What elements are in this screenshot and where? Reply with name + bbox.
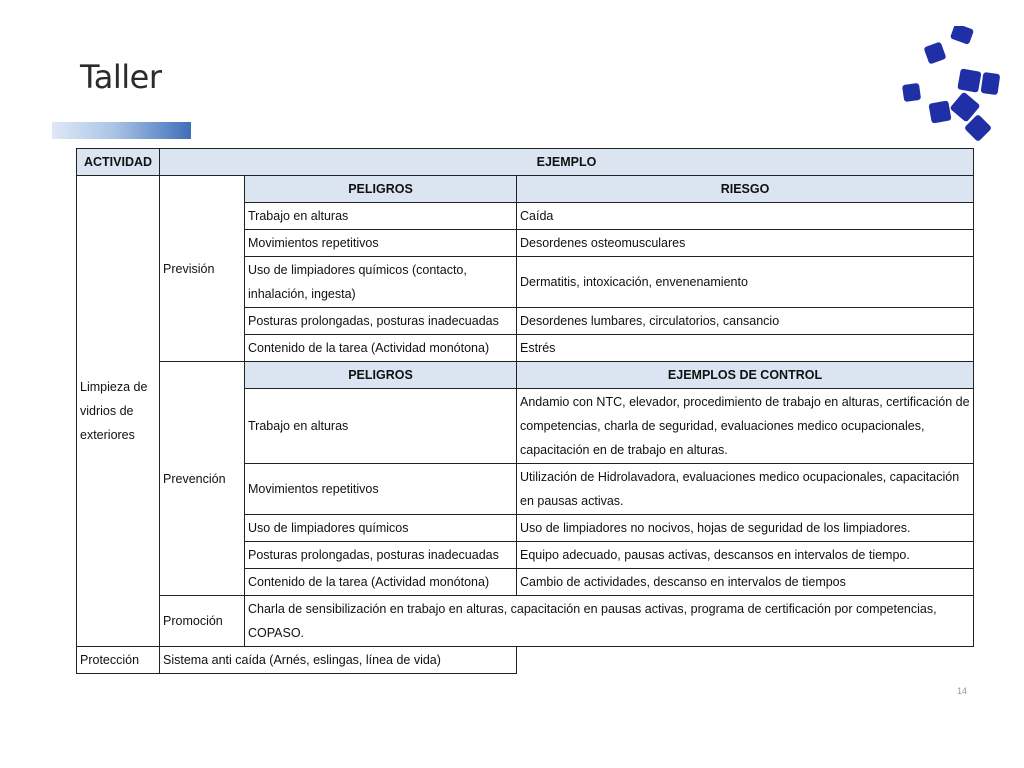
actividad-cell: Limpieza de vidrios de exteriores: [77, 176, 160, 647]
prevision-riesgo: Dermatitis, intoxicación, envenenamiento: [517, 257, 974, 308]
prevencion-peligros-header: PELIGROS: [245, 362, 517, 389]
prevencion-control: Uso de limpiadores no nocivos, hojas de seguridad de los limpiadores.: [517, 515, 974, 542]
proteccion-text: Sistema anti caída (Arnés, eslingas, línea de vida): [160, 647, 517, 674]
promocion-text: Charla de sensibilización en trabajo en alturas, capacitación en pausas activas, programa de certificación por competencias, COPASO.: [245, 596, 974, 647]
prevision-peligro: Movimientos repetitivos: [245, 230, 517, 257]
prevision-riesgo: Caída: [517, 203, 974, 230]
header-ejemplo: EJEMPLO: [160, 149, 974, 176]
category-prevision: Previsión: [160, 176, 245, 362]
prevencion-control: Utilización de Hidrolavadora, evaluaciones medico ocupacionales, capacitación en pausas activas.: [517, 464, 974, 515]
accent-bar: [52, 122, 191, 139]
prevencion-control: Andamio con NTC, elevador, procedimiento de trabajo en alturas, certificación de competencias, charla de seguridad, evaluaciones medico ocupacionales, capacitación en de trabajo en alturas.: [517, 389, 974, 464]
prevencion-control: Equipo adecuado, pausas activas, descansos en intervalos de tiempo.: [517, 542, 974, 569]
prevencion-control: Cambio de actividades, descanso en intervalos de tiempos: [517, 569, 974, 596]
category-promocion: Promoción: [160, 596, 245, 647]
prevision-riesgo: Desordenes osteomusculares: [517, 230, 974, 257]
prevencion-control-header: EJEMPLOS DE CONTROL: [517, 362, 974, 389]
prevision-peligro: Posturas prolongadas, posturas inadecuadas: [245, 308, 517, 335]
prevision-peligro: Contenido de la tarea (Actividad monótona): [245, 335, 517, 362]
category-prevencion: Prevención: [160, 362, 245, 596]
prevision-riesgo-header: RIESGO: [517, 176, 974, 203]
prevencion-peligro: Uso de limpiadores químicos: [245, 515, 517, 542]
prevencion-peligro: Movimientos repetitivos: [245, 464, 517, 515]
category-proteccion: Protección: [77, 647, 160, 674]
prevision-peligro: Trabajo en alturas: [245, 203, 517, 230]
risk-control-table: [76, 148, 974, 674]
prevision-peligro: Uso de limpiadores químicos (contacto, inhalación, ingesta): [245, 257, 517, 308]
prevencion-peligro: Trabajo en alturas: [245, 389, 517, 464]
prevencion-peligro: Posturas prolongadas, posturas inadecuadas: [245, 542, 517, 569]
page-number: 14: [957, 686, 968, 696]
header-actividad: ACTIVIDAD: [77, 149, 160, 176]
prevencion-peligro: Contenido de la tarea (Actividad monótona): [245, 569, 517, 596]
blue-cubes-logo-icon: [896, 26, 1006, 148]
prevision-riesgo: Desordenes lumbares, circulatorios, cansancio: [517, 308, 974, 335]
prevision-riesgo: Estrés: [517, 335, 974, 362]
slide-title: Taller: [80, 58, 162, 96]
prevision-peligros-header: PELIGROS: [245, 176, 517, 203]
